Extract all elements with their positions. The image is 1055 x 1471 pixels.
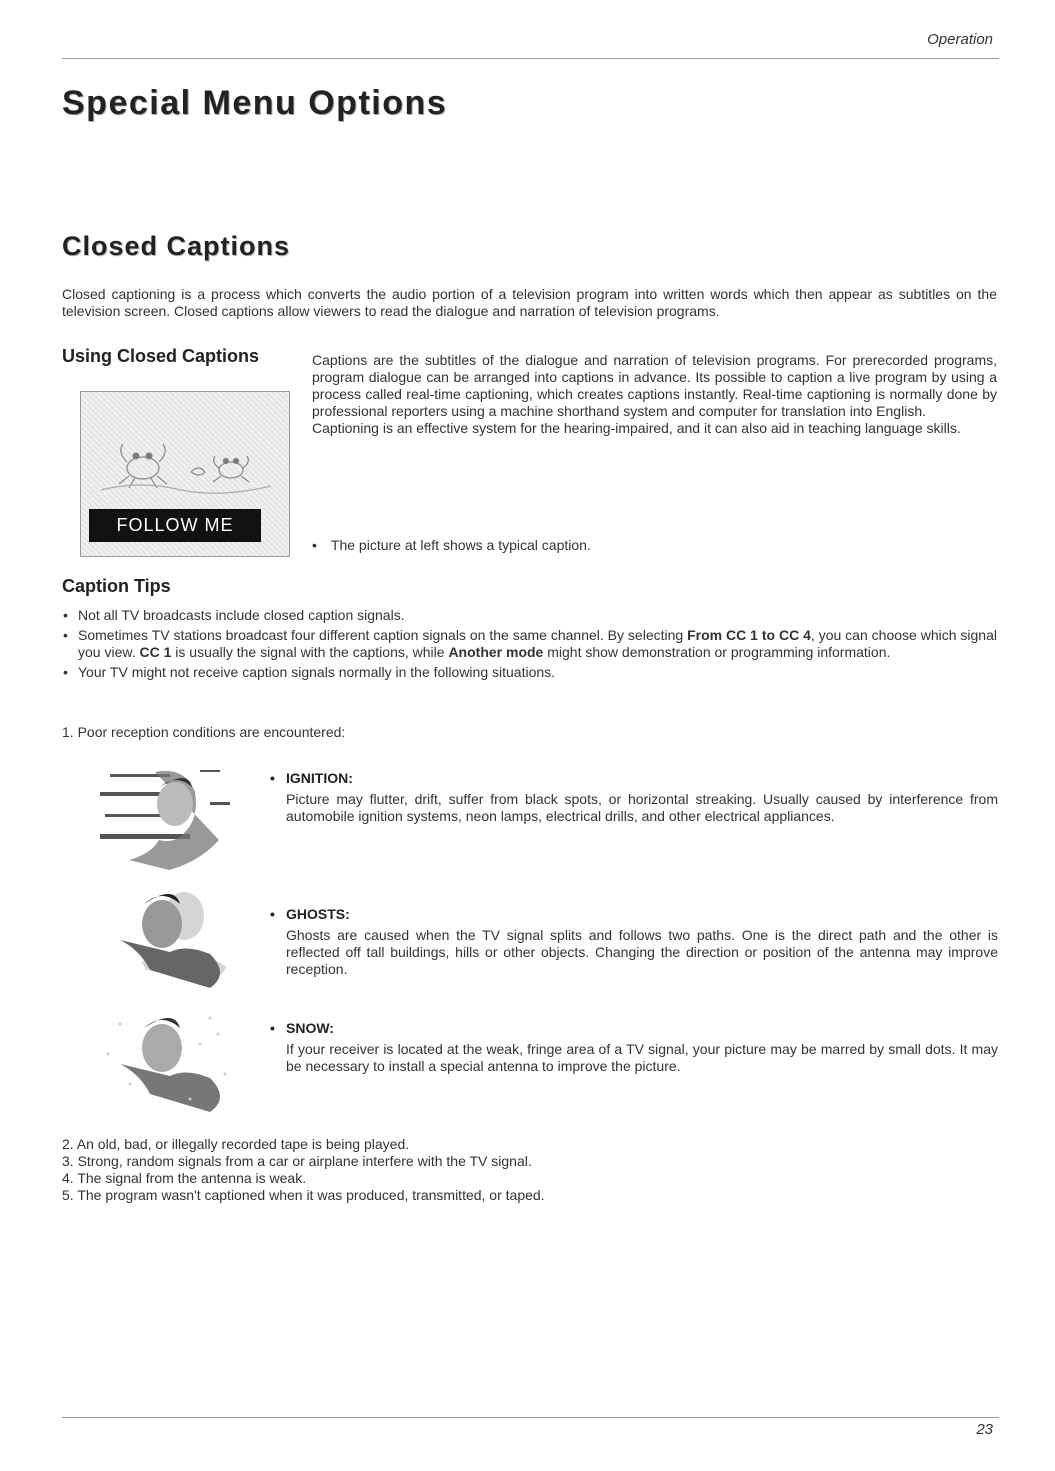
list-item: 2. An old, bad, or illegally recorded tape is being played. [62, 1136, 410, 1152]
closed-captions-intro: Closed captioning is a process which converts the audio portion of a television program into written words which then appear as subtitles on the television screen. Closed captions allow viewers to read the dialogue and narration of television programs. [62, 286, 997, 319]
ghosts-photo [100, 880, 240, 990]
ignition-photo [100, 762, 240, 872]
captions-paragraph: Captions are the subtitles of the dialogue and narration of television programs. For prerecorded programs, program dialogue can be arranged into captions in advance. Its possible to caption a live program by using a process called real-time captioning, which creates captions instantly. Real-time captioning is normally done by professional reporters using a machine shorthand system and computer for translation into English. [312, 352, 997, 419]
caption-tips-list [62, 607, 997, 684]
tip-text: Sometimes TV stations broadcast four different caption signals on the same channel. By selecting [78, 627, 688, 643]
tip-text: Your TV might not receive caption signals normally in the following situations. [78, 664, 556, 680]
tip-text: Not all TV broadcasts include closed caption signals. [78, 607, 405, 623]
list-item [62, 607, 997, 624]
section-title-closed-captions: Closed Captions [62, 231, 291, 261]
page-title: Special Menu Options [62, 84, 448, 122]
condition-text: If your receiver is located at the weak, fringe area of a TV signal, your picture may be marred by small dots. It may be necessary to install a special antenna to improve the picture. [286, 1041, 998, 1074]
condition-ghosts [268, 906, 998, 978]
tip-text: is usually the signal with the captions, while [171, 644, 449, 660]
numbered-step-1: 1. Poor reception conditions are encountered: [62, 724, 346, 740]
numbered-steps [62, 1136, 545, 1204]
condition-text: Picture may flutter, drift, suffer from black spots, or horizontal streaking. Usually caused by interference from automobile ignition systems, neon lamps, electrical drills, and other electrical appliances. [286, 791, 998, 824]
captions-bullet [312, 537, 591, 554]
caption-example-figure [80, 391, 290, 557]
condition-label: • GHOSTS: [268, 906, 998, 923]
captions-paragraph: Captioning is an effective system for the hearing-impaired, and it can also aid in teaching language skills. [312, 420, 961, 436]
follow-me-caption-box: FOLLOW ME [89, 509, 261, 542]
tip-bold: Another mode [448, 644, 544, 660]
list-item [62, 627, 997, 661]
subsection-title-caption-tips: Caption Tips [62, 576, 171, 596]
condition-snow [268, 1020, 998, 1075]
condition-ignition [268, 770, 998, 825]
list-item: 3. Strong, random signals from a car or airplane interfere with the TV signal. [62, 1153, 532, 1169]
condition-text: Ghosts are caused when the TV signal splits and follows two paths. One is the direct path and the other is reflected off tall buildings, hills or other objects. Changing the direction or position of the antenna may improve reception. [286, 927, 998, 977]
condition-label: • SNOW: [268, 1020, 998, 1037]
footer-rule [62, 1417, 999, 1418]
tip-bold: From CC 1 to CC 4 [687, 627, 811, 643]
list-item: 4. The signal from the antenna is weak. [62, 1170, 307, 1186]
list-item: 5. The program wasn't captioned when it was produced, transmitted, or taped. [62, 1187, 545, 1203]
tip-text: , you can choose which signal you view. [78, 627, 997, 660]
subsection-title-using-closed-captions: Using Closed Captions [62, 346, 260, 366]
tip-bold: CC 1 [139, 644, 172, 660]
bullet-dot: • [312, 537, 317, 553]
header-section-label: Operation [927, 31, 993, 48]
page-number: 23 [976, 1421, 993, 1438]
condition-label: • IGNITION: [268, 770, 998, 787]
snow-photo [100, 1004, 240, 1114]
list-item [62, 664, 997, 681]
tip-text: might show demonstration or programming information. [543, 644, 891, 660]
captions-description [312, 352, 997, 437]
header-rule [62, 58, 999, 59]
captions-bullet-text: The picture at left shows a typical caption. [330, 537, 591, 553]
